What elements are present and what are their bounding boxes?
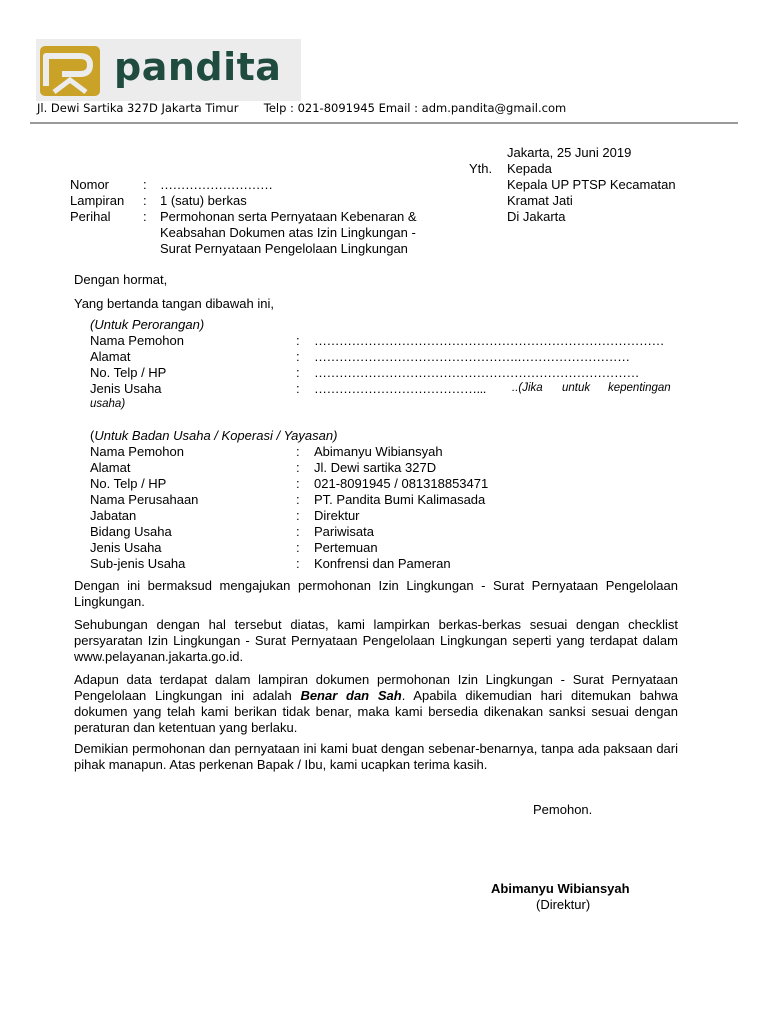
- body-paragraph-2: Sehubungan dengan hal tersebut diatas, kami lampirkan berkas-berkas sesuai dengan checklist persyaratan Izin Lingkungan - Surat Pernyataan Pengelolaan Lingkungan seperti yang terdapat dalam www.pelayanan.jakarta.go.id.: [74, 617, 678, 664]
- bu-bidang-label: Bidang Usaha: [90, 524, 172, 539]
- perorangan-heading: (Untuk Perorangan): [90, 317, 205, 332]
- intro-line: Yang bertanda tangan dibawah ini,: [74, 296, 274, 311]
- perorangan-nama-colon: :: [296, 333, 300, 348]
- badan-usaha-heading: (Untuk Badan Usaha / Koperasi / Yayasan): [90, 428, 338, 443]
- logo-wordmark: pandita: [114, 45, 282, 89]
- body-paragraph-4: Demikian permohonan dan pernyataan ini kami buat dengan sebenar-benarnya, tanpa ada paksaan dari pihak manapun. Atas perkenan Bapak / Ibu, kami ucapkan terima kasih.: [74, 741, 678, 772]
- letter-date: Jakarta, 25 Juni 2019: [507, 145, 632, 160]
- recipient-line-1: Kepada: [507, 161, 552, 176]
- jenis-note-1: ..(Jika: [512, 382, 543, 394]
- lampiran-value: 1 (satu) berkas: [160, 193, 247, 208]
- jenis-note-2: untuk: [562, 382, 591, 394]
- perorangan-alamat-colon: :: [296, 349, 300, 364]
- perihal-value-line-1: Permohonan serta Pernyataan Kebenaran &: [160, 209, 417, 224]
- benar-dan-sah-text: Benar dan Sah: [300, 688, 402, 703]
- letterhead-address: [37, 101, 566, 115]
- body-paragraph-3: Adapun data terdapat dalam lampiran dokumen permohonan Izin Lingkungan - Surat Pernyataan Pengelolaan Lingkungan ini adalah Benar dan Sah. Apabila dikemudian hari ditemukan bahwa dokumen yang telah kami berikan tidak benar, maka kami bersedia dikenakan sanksi sesuai dengan peraturan dan ketentuan yang berlaku.: [74, 672, 678, 735]
- bu-telp-value: 021-8091945 / 081318853471: [314, 476, 489, 491]
- bu-nama-value: Abimanyu Wibiansyah: [314, 444, 443, 459]
- contact-text: Telp : 021-8091945 Email : adm.pandita@gmail.com: [263, 101, 567, 115]
- bu-nama-colon: :: [296, 444, 300, 459]
- bu-jenis-colon: :: [296, 540, 300, 555]
- yth-label: Yth.: [469, 161, 493, 176]
- recipient-line-2: Kepala UP PTSP Kecamatan: [507, 177, 676, 192]
- bu-subjenis-colon: :: [296, 556, 300, 571]
- header-divider: [30, 122, 738, 124]
- recipient-line-4: Di Jakarta: [507, 209, 566, 224]
- jenis-note-4: usaha): [90, 398, 126, 410]
- bu-jabatan-label: Jabatan: [90, 508, 137, 523]
- bu-telp-colon: :: [296, 476, 300, 491]
- perorangan-telp-colon: :: [296, 365, 300, 380]
- signature-name: Abimanyu Wibiansyah: [491, 881, 630, 896]
- address-text: Jl. Dewi Sartika 327D Jakarta Timur: [37, 101, 239, 115]
- perorangan-nama-label: Nama Pemohon: [90, 333, 184, 348]
- bu-perusahaan-colon: :: [296, 492, 300, 507]
- body-paragraph-1: Dengan ini bermaksud mengajukan permohonan Izin Lingkungan - Surat Pernyataan Pengelolaan Lingkungan.: [74, 578, 678, 609]
- nomor-value: ………………………: [160, 177, 273, 192]
- bu-bidang-value: Pariwisata: [314, 524, 374, 539]
- perihal-colon: :: [143, 209, 147, 224]
- greeting: Dengan hormat,: [74, 272, 168, 287]
- letterhead-logo: [36, 39, 301, 101]
- lampiran-label: Lampiran: [70, 193, 125, 208]
- signature-label: Pemohon.: [533, 802, 593, 817]
- recipient-line-3: Kramat Jati: [507, 193, 573, 208]
- bu-alamat-value: Jl. Dewi sartika 327D: [314, 460, 437, 475]
- lampiran-colon: :: [143, 193, 147, 208]
- perorangan-jenis-label: Jenis Usaha: [90, 381, 162, 396]
- bu-perusahaan-label: Nama Perusahaan: [90, 492, 199, 507]
- bu-subjenis-label: Sub-jenis Usaha: [90, 556, 186, 571]
- perorangan-alamat-value: ………………………………………….………………………: [314, 349, 630, 364]
- bu-perusahaan-value: PT. Pandita Bumi Kalimasada: [314, 492, 486, 507]
- nomor-label: Nomor: [70, 177, 110, 192]
- perorangan-telp-value: ……………………………………………………………………: [314, 365, 639, 380]
- perorangan-nama-value: …………………………………………………………………………: [314, 333, 664, 348]
- perorangan-alamat-label: Alamat: [90, 349, 131, 364]
- perihal-value-line-3: Surat Pernyataan Pengelolaan Lingkungan: [160, 241, 408, 256]
- bu-jenis-value: Pertemuan: [314, 540, 378, 555]
- bu-telp-label: No. Telp / HP: [90, 476, 167, 491]
- bu-nama-label: Nama Pemohon: [90, 444, 184, 459]
- perihal-value-line-2: Keabsahan Dokumen atas Izin Lingkungan -: [160, 225, 416, 240]
- bu-jabatan-value: Direktur: [314, 508, 360, 523]
- bu-alamat-label: Alamat: [90, 460, 131, 475]
- perihal-label: Perihal: [70, 209, 111, 224]
- bu-alamat-colon: :: [296, 460, 300, 475]
- perorangan-jenis-colon: :: [296, 381, 300, 396]
- jenis-note-3: kepentingan: [608, 382, 671, 394]
- perorangan-telp-label: No. Telp / HP: [90, 365, 167, 380]
- nomor-colon: :: [143, 177, 147, 192]
- bu-jenis-label: Jenis Usaha: [90, 540, 162, 555]
- bu-jabatan-colon: :: [296, 508, 300, 523]
- signature-title: (Direktur): [536, 897, 591, 912]
- bu-subjenis-value: Konfrensi dan Pameran: [314, 556, 451, 571]
- pandita-logo-icon: [40, 46, 100, 96]
- perorangan-jenis-value: …………………………………...: [314, 381, 486, 396]
- bu-bidang-colon: :: [296, 524, 300, 539]
